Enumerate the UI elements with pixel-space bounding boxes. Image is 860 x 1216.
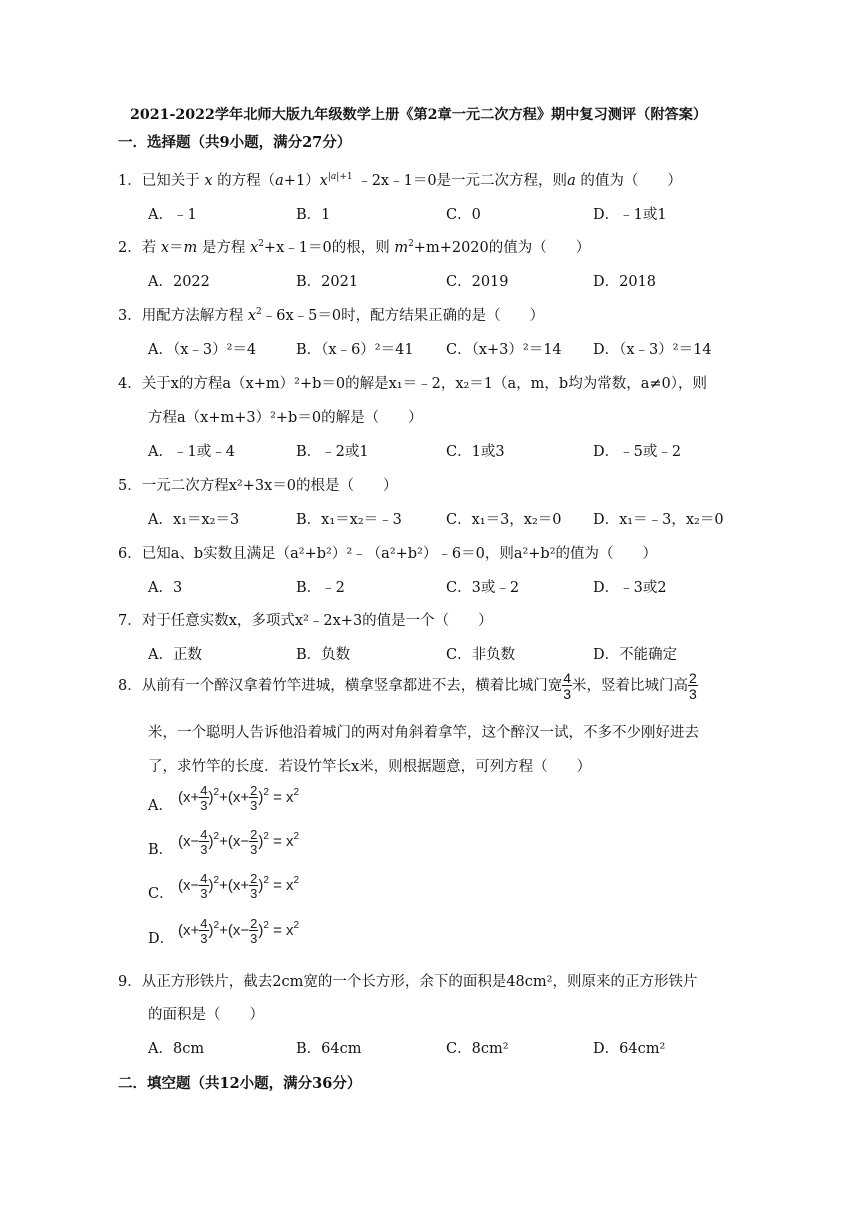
q5-option-c: C．x₁＝3，x₂＝0: [446, 512, 562, 528]
q1-option-b: B．1: [296, 207, 331, 223]
fraction-two-thirds: $\frac{2}{3}$: [689, 670, 697, 702]
q4-option-a: A．﹣1或﹣4: [148, 444, 235, 460]
q4-option-c: C．1或3: [446, 444, 505, 460]
q9-option-b: B．64cm: [296, 1041, 362, 1057]
q5-option-b: B．x₁＝x₂＝﹣3: [296, 512, 402, 528]
q7-option-a: A．正数: [148, 647, 202, 663]
question-4-line-1: 4．关于x的方程a（x+m）²+b＝0的解是x₁＝﹣2，x₂＝1（a，m，b均为常数，a≠0），则: [118, 376, 707, 392]
question-6: 6．已知a、b实数且满足（a²+b²）²﹣（a²+b²）﹣6＝0，则a²+b²的值为（ ）: [118, 546, 658, 562]
q6-option-c: C．3或﹣2: [446, 580, 520, 596]
question-8-line-2: 米，一个聪明人告诉他沿着城门的两对角斜着拿竿，这个醉汉一试，不多不少刚好进去: [148, 725, 699, 741]
q6-option-a: A．3: [148, 580, 183, 596]
q7-option-b: B．负数: [296, 647, 351, 663]
q8-option-a-label: A．: [148, 798, 173, 814]
q8-option-c-equation: (x− $\frac{4}{3}$ )$^2$+(x+ $\frac{2}{3}$ )$^2 = x^2$: [178, 871, 300, 901]
q9-option-c: C．8cm²: [446, 1041, 509, 1057]
q8-option-b-equation: (x− $\frac{4}{3}$ )$^2$+(x− $\frac{2}{3}$ )$^2 = x^2$: [178, 827, 300, 857]
section-heading-choice: 一．选择题（共9小题，满分27分）: [118, 134, 352, 151]
question-9-line-2: 的面积是（ ）: [148, 1007, 264, 1023]
q6-option-b: B．﹣2: [296, 580, 345, 596]
question-9-line-1: 9．从正方形铁片，截去2cm宽的一个长方形，余下的面积是48cm²，则原来的正方形铁片: [118, 974, 698, 990]
q2-option-b: B．2021: [296, 274, 359, 290]
q1-option-d: D．﹣1或1: [593, 207, 667, 223]
question-3: 3．用配方法解方程 $x^2﹣6x﹣5=0$时，配方结果正确的是（ ）: [118, 307, 545, 324]
q6-option-d: D．﹣3或2: [593, 580, 667, 596]
q4-option-d: D．﹣5或﹣2: [593, 444, 682, 460]
q9-option-d: D．64cm²: [593, 1041, 666, 1057]
q2-option-d: D．2018: [593, 274, 657, 290]
question-5: 5．一元二次方程x²+3x＝0的根是（ ）: [118, 478, 398, 494]
q4-option-b: B．﹣2或1: [296, 444, 369, 460]
q8-option-d-label: D．: [148, 931, 175, 947]
q1-option-c: C．0: [446, 207, 481, 223]
q5-option-a: A．x₁＝x₂＝3: [148, 512, 240, 528]
q3-option-a: A．（x﹣3）²＝4: [148, 342, 257, 358]
q3-option-d: D．（x﹣3）²＝14: [593, 342, 712, 358]
q8-option-c-label: C．: [148, 886, 174, 902]
q2-option-c: C．2019: [446, 274, 509, 290]
question-8-line-1: 8．从前有一个醉汉拿着竹竿进城，横拿竖拿都进不去，横着比城门宽 $\frac{4}{3}$ 米，竖着比城门高 $\frac{2}{3}$: [118, 670, 697, 702]
q5-option-d: D．x₁＝﹣3，x₂＝0: [593, 512, 724, 528]
q2-option-a: A．2022: [148, 274, 210, 290]
q8-option-d-equation: (x+ $\frac{4}{3}$ )$^2$+(x− $\frac{2}{3}$ )$^2 = x^2$: [178, 916, 300, 946]
q7-option-d: D．不能确定: [593, 647, 678, 663]
q8-option-b-label: B．: [148, 842, 174, 858]
q1-option-a: A．﹣1: [148, 207, 197, 223]
question-4-line-2: 方程a（x+m+3）²+b＝0的解是（ ）: [148, 410, 423, 426]
question-1: 1．已知关于 x 的方程$(a+1)x^{|a|+1}$ ﹣2x﹣1＝0是一元二次方程，则a 的值为（ ）: [118, 172, 682, 189]
section-heading-fill-blank: 二．填空题（共12小题，满分36分）: [118, 1075, 362, 1092]
question-2: 2．若 x＝m 是方程 $x^2+x﹣1=0$的根，则 $m^2+m+2020$的值为（ ）: [118, 239, 591, 256]
q9-option-a: A．8cm: [148, 1041, 205, 1057]
q8-option-a-equation: (x+ $\frac{4}{3}$ )$^2$+(x+ $\frac{2}{3}$ )$^2 = x^2$: [178, 783, 300, 813]
question-8-line-3: 了，求竹竿的长度．若设竹竿长x米，则根据题意，可列方程（ ）: [148, 759, 592, 775]
fraction-four-thirds: $\frac{4}{3}$: [563, 670, 572, 702]
q3-option-c: C．（x+3）²＝14: [446, 342, 562, 358]
question-7: 7．对于任意实数x，多项式x²﹣2x+3的值是一个（ ）: [118, 613, 493, 629]
document-title: 2021-2022学年北师大版九年级数学上册《第2章一元二次方程》期中复习测评（附答案）: [130, 107, 708, 123]
q7-option-c: C．非负数: [446, 647, 516, 663]
q3-option-b: B．（x﹣6）²＝41: [296, 342, 414, 358]
